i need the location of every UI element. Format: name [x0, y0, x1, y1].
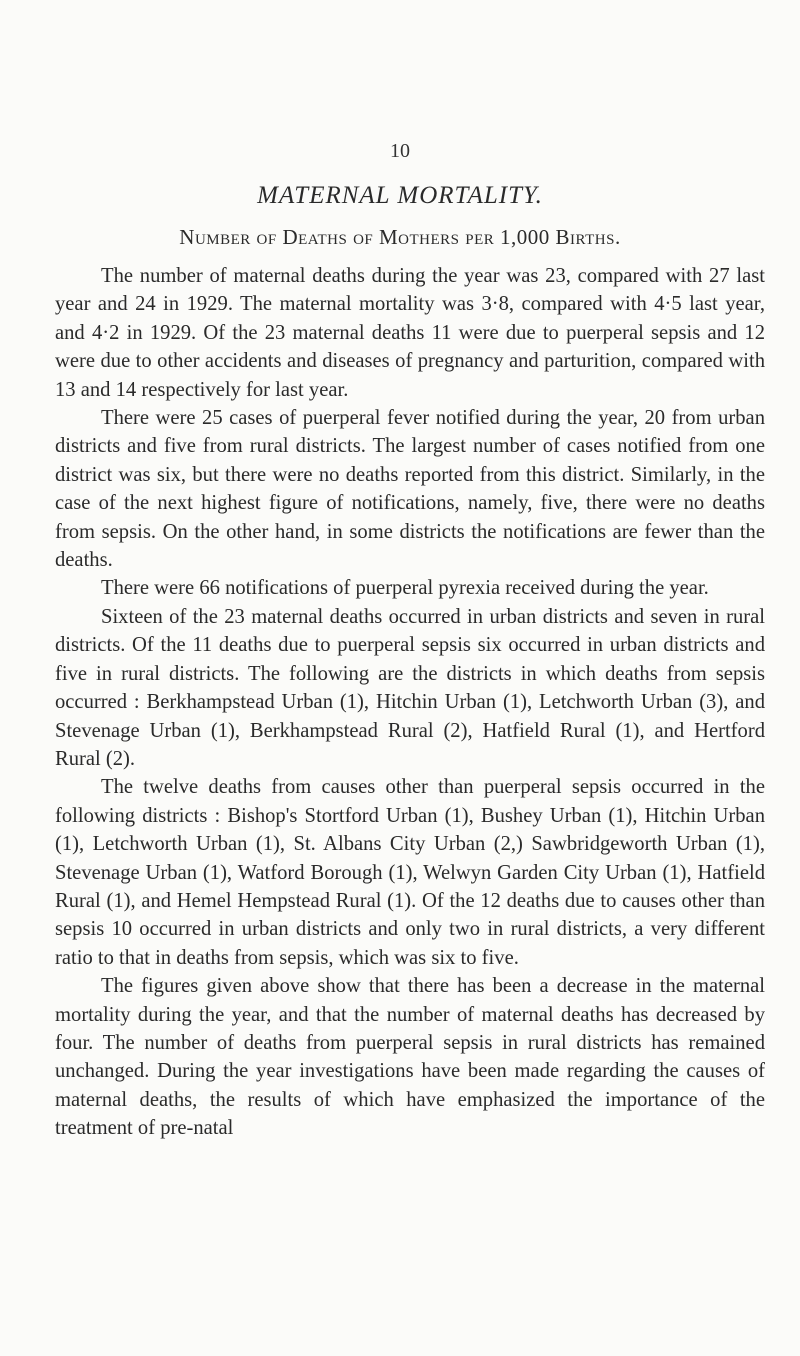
paragraph: There were 66 notifications of puerperal pyrexia received during the year.	[101, 577, 709, 600]
paragraph: Sixteen of the 23 maternal deaths occurred in urban districts and seven in rural districts. Of the 11 deaths due to puerperal sepsis six occurred in urban districts and five in rural districts. The following are the districts in which deaths from sepsis occurred : Berkhampstead Urban (1), Hitchin Urban (1), Letchworth Urban (3), and Stevenage Urban (1), Berkhampstead Rural (2), Hatfield Rural (1), and Hertford Rural (2).	[55, 605, 765, 770]
paragraph: The figures given above show that there has been a decrease in the maternal mortality during the year, and that the number of maternal deaths has decreased by four. The number of deaths from puerperal sepsis in rural districts has remained unchanged. During the year investigations have been made regarding the causes of maternal deaths, the results of which have emphasized the importance of the treatment of pre-natal	[55, 975, 765, 1140]
page-number: 10	[390, 140, 410, 162]
paragraph: There were 25 cases of puerperal fever notified during the year, 20 from urban districts and five from rural districts. The largest number of cases notified from one district was six, but there were no deaths reported from this district. Similarly, in the case of the next highest figure of notifications, namely, five, there were no deaths from sepsis. On the other hand, in some districts the notifications are fewer than the deaths.	[55, 407, 765, 572]
section-heading: MATERNAL MORTALITY.	[257, 182, 543, 209]
paragraph: The number of maternal deaths during the year was 23, compared with 27 last year and 24 in 1929. The maternal mortality was 3·8, compared with 4·5 last year, and 4·2 in 1929. Of the 23 maternal deaths 11 were due to puerperal sepsis and 12 were due to other accidents and diseases of pregnancy and parturition, compared with 13 and 14 respectively for last year.	[55, 265, 765, 401]
body-text	[55, 262, 765, 1143]
section-subheading: Number of Deaths of Mothers per 1,000 Births.	[179, 225, 621, 249]
paragraph: The twelve deaths from causes other than puerperal sepsis occurred in the following districts : Bishop's Stortford Urban (1), Bushey Urban (1), Hitchin Urban (1), Letchworth Urban (1), St. Albans City Urban (2,) Sawbridgeworth Urban (1), Stevenage Urban (1), Watford Borough (1), Welwyn Garden City Urban (1), Hatfield Rural (1), and Hemel Hempstead Rural (1). Of the 12 deaths due to causes other than sepsis 10 occurred in urban districts and only two in rural districts, a very different ratio to that in deaths from sepsis, which was six to five.	[55, 776, 765, 969]
